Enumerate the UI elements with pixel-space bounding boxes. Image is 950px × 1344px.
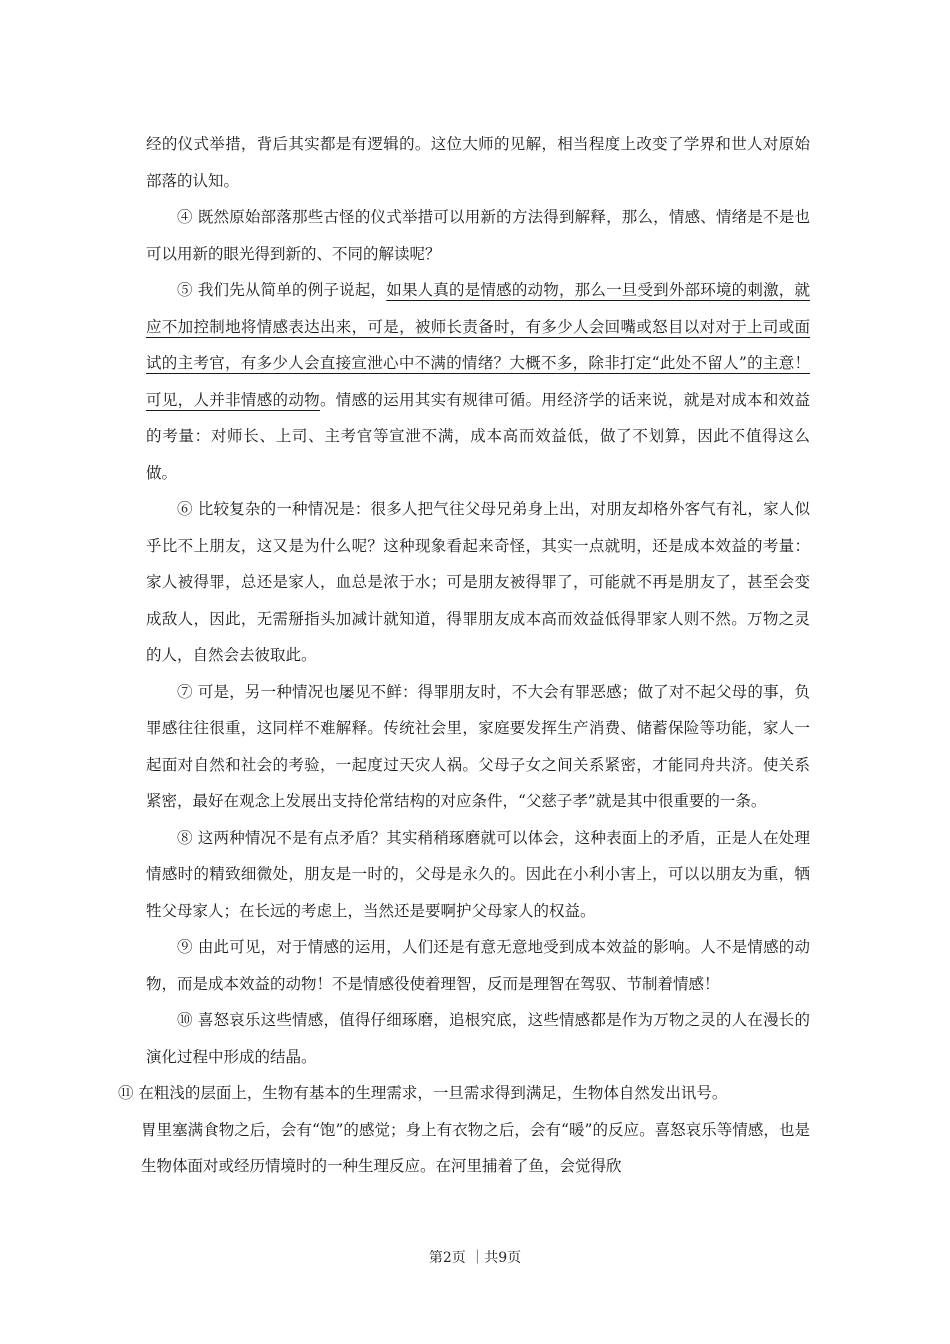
paragraph-3-continuation: 经的仪式举措，背后其实都是有逻辑的。这位大师的见解，相当程度上改变了学界和世人对原始部落的认知。	[146, 135, 810, 190]
paragraph-5-conclusion: 。情感的运用其实有规律可循。用经济学的话来说，就是对成本和效益的考量：对师长、上司、主考官等宣泄不满，成本高而效益低，做了不划算，因此不值得这么做。	[146, 390, 810, 482]
page-number-footer: 第2页 ｜共9页	[428, 1250, 522, 1266]
paragraph-9: ⑨ 由此可见，对于情感的运用，人们还是有意无意地受到成本效益的影响。人不是情感的动物，而是成本效益的动物！不是情感役使着理智，反而是理智在驾驭、节制着情感！	[146, 938, 810, 993]
paragraph-10: ⑩ 喜怒哀乐这些情感，值得仔细琢磨，追根究底，这些情感都是作为万物之灵的人在漫长的演化过程中形成的结晶。	[146, 1011, 810, 1066]
paragraph-5	[146, 272, 810, 491]
paragraph-6: ⑥ 比较复杂的一种情况是：很多人把气往父母兄弟身上出，对朋友却格外客气有礼，家人似乎比不上朋友，这又是为什么呢？这种现象看起来奇怪，其实一点就明，还是成本效益的考量：家人被得罪，总还是家人，血总是浓于水；可是朋友被得罪了，可能就不再是朋友了，甚至会变成敌人，因此，无需掰指头加减计就知道，得罪朋友成本高而效益低得罪家人则不然。万物之灵的人，自然会去彼取此。	[146, 500, 810, 664]
paragraph-8: ⑧ 这两种情况不是有点矛盾？其实稍稍琢磨就可以体会，这种表面上的矛盾，正是人在处理情感时的精致细微处，朋友是一时的，父母是永久的。因此在小利小害上，可以以朋友为重，牺牲父母家人；在长远的考虑上，当然还是要啊护父母家人的权益。	[146, 828, 810, 920]
paragraph-4: ④ 既然原始部落那些古怪的仪式举措可以用新的方法得到解释，那么，情感、情绪是不是也可以用新的眼光得到新的、不同的解读呢？	[146, 208, 810, 263]
paragraph-5-underlined-sentence: 如果人真的是情感的动物，那么一旦受到外部环境的刺激，就应不加控制地将情感表达出来，可是，被师长责备时，有多少人会回嘴或怒目以对对于上司或面试的主考官，有多少人会直接宣泄心中不满的情绪？大概不多，除非打定“此处不留人”的主意！可见，人并非情感的动物	[146, 281, 810, 409]
article-body	[118, 126, 810, 1185]
paragraph-11-first-line: ⑪ 在粗浅的层面上，生物有基本的生理需求，一旦需求得到满足，生物体自然发出讯号。	[118, 1084, 728, 1102]
paragraph-5-intro: ⑤ 我们先从简单的例子说起，	[177, 281, 387, 299]
paragraph-11-rest: 胃里塞满食物之后，会有“饱”的感觉；身上有衣物之后，会有“暖”的反应。喜怒哀乐等情感，也是生物体面对或经历情境时的一种生理反应。在河里捕着了鱼，会觉得欣	[141, 1120, 810, 1175]
paragraph-7: ⑦ 可是，另一种情况也屡见不鲜：得罪朋友时，不大会有罪恶感；做了对不起父母的事，负罪感往往很重，这同样不难解释。传统社会里，家庭要发挥生产消费、储蓄保险等功能，家人一起面对自然和社会的考验，一起度过天灾人祸。父母子女之间关系紧密，才能同舟共济。使关系紧密，最好在观念上发展出支持伦常结构的对应条件，“父慈子孝”就是其中很重要的一条。	[146, 682, 810, 810]
